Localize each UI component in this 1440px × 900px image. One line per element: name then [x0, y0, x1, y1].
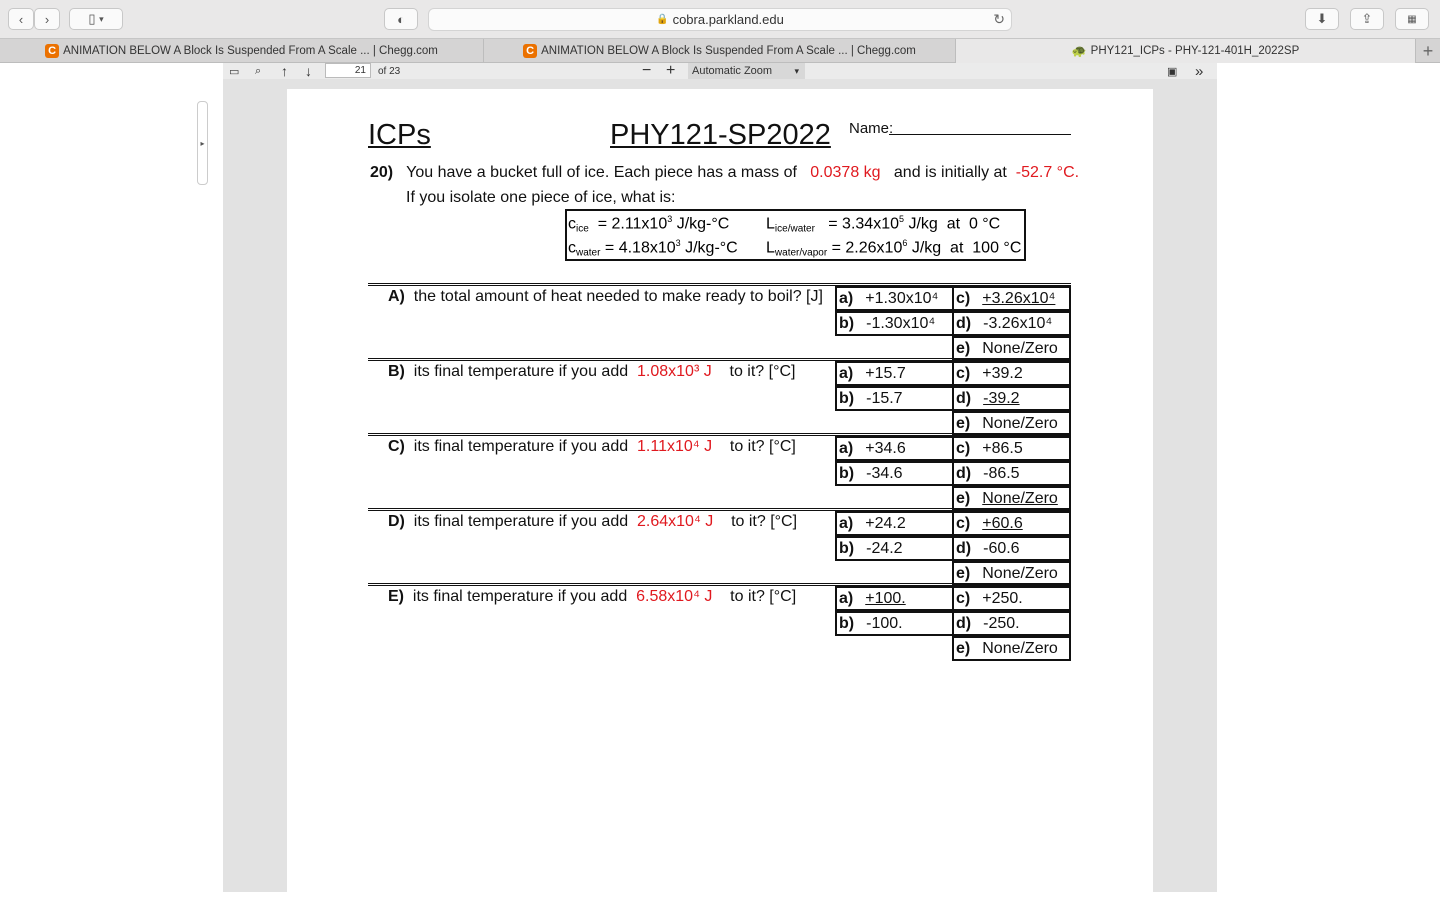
share-icon: ⇪ [1361, 11, 1373, 26]
choice-c[interactable]: c) +250. [952, 586, 1071, 611]
choice-a[interactable]: a) +1.30x10⁴ [835, 286, 954, 311]
url-text: cobra.parkland.edu [672, 12, 784, 27]
choice-d[interactable]: d) -86.5 [952, 461, 1071, 486]
choice-b[interactable]: b) -15.7 [835, 386, 954, 411]
c-ice: $c_{ice} = 2.11x10^3$ J/kg-°C [568, 214, 730, 235]
mass-value: 0.0378 kg [810, 164, 881, 181]
caret-right-icon: ▸ [200, 138, 205, 148]
turtle-icon: 🐢 [1071, 44, 1087, 58]
chevron-down-icon: ▾ [794, 65, 799, 76]
choice-a[interactable]: a) +24.2 [835, 511, 954, 536]
question-a: A) the total amount of heat needed to make ready to boil? [J] [388, 288, 823, 305]
reload-icon[interactable]: ↻ [993, 11, 1005, 27]
pdf-toolbar [223, 63, 1217, 79]
zoom-out-button[interactable]: − [642, 62, 652, 79]
choice-a[interactable]: a) +34.6 [835, 436, 954, 461]
sidebar-icon: ▯ [88, 11, 96, 26]
choice-e[interactable]: e) None/Zero [952, 411, 1071, 436]
forward-button[interactable] [34, 8, 60, 30]
zoom-in-button[interactable]: + [666, 62, 676, 79]
choice-c[interactable]: c) +60.6 [952, 511, 1071, 536]
sidebar-handle[interactable] [197, 101, 208, 185]
intro-text-3: If you isolate one piece of ice, what is: [406, 189, 676, 206]
problem-intro-line-1 [370, 164, 1079, 182]
next-page-icon[interactable]: ↓ [305, 63, 312, 79]
tab-title: ANIMATION BELOW A Block Is Suspended From A Scale ... | Chegg.com [63, 45, 438, 57]
chegg-icon: C [45, 44, 59, 58]
choice-e[interactable]: e) None/Zero [952, 561, 1071, 586]
pdf-page [287, 89, 1153, 892]
previous-page-icon[interactable]: ↑ [281, 63, 288, 79]
intro-text-2: and is initially at [893, 164, 1007, 181]
choice-e[interactable]: e) None/Zero [952, 636, 1071, 661]
chevron-right-icon: › [44, 11, 50, 27]
choice-d[interactable]: d) -250. [952, 611, 1071, 636]
constants-box [565, 209, 1026, 261]
tools-menu-button[interactable]: » [1195, 62, 1204, 80]
back-button[interactable] [8, 8, 34, 30]
question-b: B) its final temperature if you add 1.08x10³ J to it? [°C] [388, 363, 796, 380]
c-water: $c_{water} = 4.18x10^3$ J/kg-°C [568, 238, 738, 259]
choice-b[interactable]: b) -1.30x10⁴ [835, 311, 954, 336]
shield-icon: ◐ [397, 11, 405, 27]
toggle-sidebar-icon[interactable]: ▭ [229, 65, 240, 78]
grid-icon: ▦ [1407, 13, 1417, 25]
choice-b[interactable]: b) -100. [835, 611, 954, 636]
tab-phy121[interactable] [956, 39, 1416, 63]
choice-c[interactable]: c) +86.5 [952, 436, 1071, 461]
tab-bar [0, 38, 1440, 63]
privacy-button[interactable] [384, 8, 418, 30]
zoom-select[interactable] [688, 63, 805, 79]
downloads-button[interactable] [1305, 8, 1339, 30]
chevron-down-icon: ▾ [99, 13, 104, 24]
download-icon: ⬇ [1316, 11, 1328, 26]
choice-c[interactable]: c) +3.26x10⁴ [952, 286, 1071, 311]
choice-a[interactable]: a) +15.7 [835, 361, 954, 386]
share-button[interactable] [1350, 8, 1384, 30]
choice-d[interactable]: d) -3.26x10⁴ [952, 311, 1071, 336]
l-water-vapor: $L_{water/vapor} = 2.26x10^6$ J/kg at 100 °C [766, 238, 1022, 259]
presentation-mode-icon[interactable]: ▣ [1167, 65, 1178, 78]
choice-e[interactable]: e) None/Zero [952, 336, 1071, 361]
tab-overview-button[interactable] [1395, 8, 1429, 30]
question-e: E) its final temperature if you add 6.58x10⁴ J to it? [°C] [388, 588, 797, 605]
browser-toolbar [0, 0, 1440, 38]
choice-e[interactable]: e) None/Zero [952, 486, 1071, 511]
choice-c[interactable]: c) +39.2 [952, 361, 1071, 386]
name-label: Name: [849, 120, 894, 137]
choice-d[interactable]: d) -60.6 [952, 536, 1071, 561]
tab-chegg-2[interactable] [484, 39, 956, 63]
choice-a[interactable]: a) +100. [835, 586, 954, 611]
l-ice-water: $L_{ice/water}$ = $3.34x10^5$ J/kg at 0 °C [766, 214, 1001, 235]
zoom-level: Automatic Zoom [692, 65, 773, 77]
tab-title: ANIMATION BELOW A Block Is Suspended From A Scale ... | Chegg.com [541, 45, 916, 57]
tab-chegg-1[interactable] [0, 39, 484, 63]
question-c: C) its final temperature if you add 1.11x10⁴ J to it? [°C] [388, 438, 796, 455]
choice-b[interactable]: b) -24.2 [835, 536, 954, 561]
choice-b[interactable]: b) -34.6 [835, 461, 954, 486]
tab-title: PHY121_ICPs - PHY-121-401H_2022SP [1090, 45, 1300, 57]
header-icps: ICPs [368, 119, 431, 151]
chegg-icon: C [523, 44, 537, 58]
intro-text-1: You have a bucket full of ice. Each piece has a mass of [406, 164, 797, 181]
page-number-input[interactable]: 21 [325, 63, 371, 78]
problem-number: 20) [370, 164, 394, 181]
choice-d[interactable]: d) -39.2 [952, 386, 1071, 411]
chevron-left-icon: ‹ [18, 11, 24, 27]
name-line [889, 134, 1071, 135]
lock-icon: 🔒 [656, 14, 669, 25]
sidebar-button[interactable] [69, 8, 123, 30]
address-bar[interactable] [428, 8, 1012, 31]
initial-temperature: -52.7 °C. [1015, 164, 1080, 181]
new-tab-button[interactable]: + [1422, 40, 1434, 61]
question-d: D) its final temperature if you add 2.64x10⁴ J to it? [°C] [388, 513, 798, 530]
header-course: PHY121-SP2022 [610, 119, 831, 151]
search-icon[interactable]: ⌕ [255, 64, 262, 77]
page-count: of 23 [378, 65, 401, 77]
